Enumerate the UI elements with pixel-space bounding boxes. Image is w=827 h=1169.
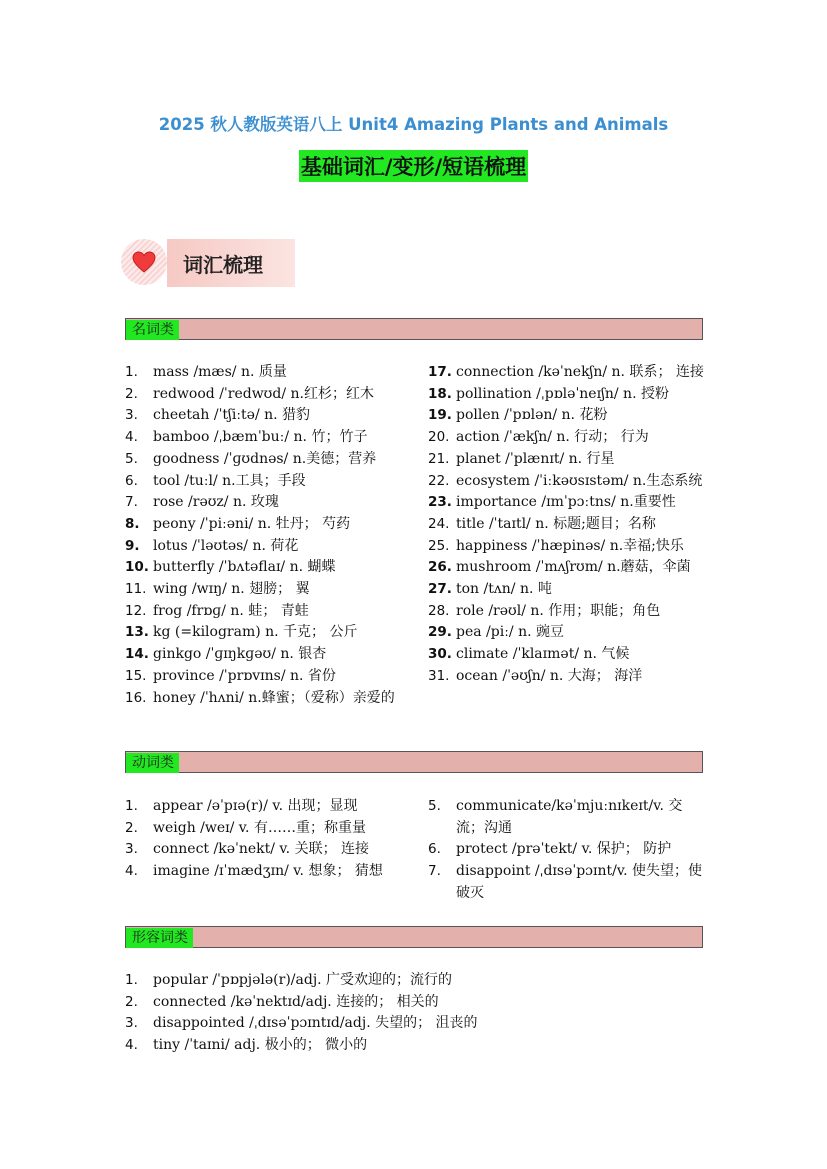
heart-icon [131, 250, 157, 274]
item-text: protect /prəˈtekt/ v. 保护； 防护 [456, 841, 672, 858]
item-text: frog /frɒɡ/ n. 蛙； 青蛙 [153, 602, 309, 619]
item-number: 9. [125, 537, 140, 554]
item-text: importance /ɪmˈpɔːtns/ n.重要性 [456, 494, 676, 511]
item-number: 25. [428, 537, 450, 554]
vocab-item [428, 601, 704, 623]
item-text: imagine /ɪˈmædʒɪn/ v. 想象； 猜想 [153, 863, 383, 880]
vocab-item [125, 384, 401, 406]
item-text: appear /əˈpɪə(r)/ v. 出现；显现 [153, 798, 358, 814]
item-text: pollination /ˌpɒləˈneɪʃn/ n. 授粉 [456, 385, 669, 402]
item-number: 2. [125, 993, 138, 1010]
item-number: 26. [428, 559, 452, 576]
item-number: 19. [428, 407, 452, 424]
vocab-item [125, 362, 401, 384]
item-number: 5. [125, 450, 138, 467]
item-number: 28. [428, 602, 450, 619]
item-number: 21. [428, 450, 450, 467]
vocab-item [125, 839, 401, 861]
vocab-item [428, 536, 704, 558]
item-number: 1. [125, 972, 138, 988]
vocab-item [125, 992, 645, 1014]
item-number: 16. [125, 689, 147, 706]
vocab-item [428, 384, 704, 406]
vocab-item [428, 861, 708, 904]
verbs-left-list [125, 796, 401, 883]
vocab-item [428, 557, 704, 579]
document-subtitle: 基础词汇/变形/短语梳理 [299, 150, 528, 182]
item-text: peony /ˈpiːəni/ n. 牡丹； 芍药 [153, 515, 351, 532]
item-text: lotus /ˈləʊtəs/ n. 荷花 [153, 537, 299, 554]
item-number: 17. [428, 364, 452, 380]
item-number: 24. [428, 515, 450, 532]
item-text: planet /ˈplænɪt/ n. 行星 [456, 450, 615, 467]
item-text: ton /tʌn/ n. 吨 [456, 581, 552, 598]
section-title: 词汇梳理 [167, 239, 295, 287]
item-text: butterfly /ˈbʌtəflaɪ/ n. 蝴蝶 [153, 559, 336, 576]
item-text: disappointed /ˌdɪsəˈpɔɪntɪd/adj. 失望的； 沮丧的 [153, 1015, 478, 1032]
vocab-item [428, 362, 704, 384]
vocab-item [125, 861, 401, 883]
item-number: 1. [125, 798, 138, 814]
item-text: honey /ˈhʌni/ n.蜂蜜；（爱称）亲爱的 [153, 689, 395, 706]
item-text: kg (=kilogram) n. 千克； 公斤 [153, 624, 358, 641]
item-number: 4. [125, 863, 138, 880]
vocab-item [125, 427, 401, 449]
item-number: 2. [125, 385, 138, 402]
item-number: 20. [428, 429, 450, 446]
vocab-item [125, 536, 401, 558]
vocab-item [428, 579, 704, 601]
item-number: 31. [428, 667, 450, 684]
vocab-item [125, 601, 401, 623]
vocab-item [125, 405, 401, 427]
vocab-item [125, 796, 401, 818]
item-text: bamboo /ˌbæmˈbuː/ n. 竹；竹子 [153, 429, 368, 446]
item-text: cheetah /ˈtʃiːtə/ n. 猎豹 [153, 407, 311, 424]
item-text: province /ˈprɒvɪns/ n. 省份 [153, 667, 336, 684]
heart-badge [121, 239, 167, 285]
item-text: action /ˈækʃn/ n. 行动； 行为 [456, 429, 649, 446]
document-title: 2025 秋人教版英语八上 Unit4 Amazing Plants and Animals [158, 115, 669, 134]
vocab-item [428, 644, 704, 666]
item-number: 2. [125, 819, 138, 836]
item-text: communicate/kəˈmjuːnɪkeɪt/v. 交流；沟通 [456, 798, 683, 836]
item-number: 15. [125, 667, 147, 684]
verbs-label: 动词类 [126, 753, 179, 773]
adjectives-bar [125, 926, 703, 948]
vocab-item [125, 492, 401, 514]
vocab-item [428, 514, 704, 536]
vocab-item [125, 1013, 645, 1035]
item-number: 7. [125, 494, 138, 511]
item-number: 29. [428, 624, 452, 641]
item-text: mushroom /ˈmʌʃrʊm/ n.蘑菇，伞菌 [456, 559, 691, 576]
adjectives-list [125, 970, 645, 1057]
item-number: 5. [428, 798, 441, 814]
item-text: tiny /ˈtaɪni/ adj. 极小的； 微小的 [153, 1037, 368, 1054]
item-number: 22. [428, 472, 450, 489]
vocab-item [125, 514, 401, 536]
item-text: title /ˈtaɪtl/ n. 标题;题目；名称 [456, 515, 656, 532]
vocab-item [428, 449, 704, 471]
item-text: goodness /ˈɡʊdnəs/ n.美德；营养 [153, 450, 377, 467]
vocab-item [125, 818, 401, 840]
item-text: wing /wɪŋ/ n. 翅膀； 翼 [153, 581, 310, 598]
vocab-item [428, 839, 708, 861]
item-text: happiness /ˈhæpinəs/ n.幸福;快乐 [456, 537, 684, 554]
item-number: 3. [125, 841, 138, 858]
item-number: 12. [125, 602, 147, 619]
item-text: climate /ˈklaɪmət/ n. 气候 [456, 646, 630, 663]
item-text: connected /kəˈnektɪd/adj. 连接的； 相关的 [153, 993, 439, 1010]
vocab-item [428, 796, 708, 839]
item-text: role /rəʊl/ n. 作用；职能；角色 [456, 602, 661, 619]
item-number: 3. [125, 407, 138, 424]
vocab-item [125, 622, 401, 644]
nouns-right-list [428, 362, 704, 688]
vocab-item [125, 557, 401, 579]
nouns-left-list [125, 362, 401, 709]
item-number: 3. [125, 1015, 138, 1032]
item-number: 8. [125, 515, 140, 532]
item-text: tool /tuːl/ n.工具；手段 [153, 472, 306, 489]
item-text: rose /rəʊz/ n. 玫瑰 [153, 494, 279, 511]
item-text: pollen /ˈpɒlən/ n. 花粉 [456, 407, 608, 424]
item-text: disappoint /ˌdɪsəˈpɔɪnt/v. 使失望；使破灭 [456, 863, 703, 901]
item-number: 7. [428, 863, 441, 880]
item-text: connect /kəˈnekt/ v. 关联； 连接 [153, 841, 370, 858]
verbs-bar [125, 751, 703, 773]
item-number: 10. [125, 559, 149, 576]
vocab-item [428, 405, 704, 427]
subtitle-wrap [0, 150, 827, 182]
item-number: 1. [125, 364, 138, 380]
item-number: 4. [125, 429, 138, 446]
vocab-item [125, 1035, 645, 1057]
vocab-item [125, 449, 401, 471]
verbs-right-list [428, 796, 708, 905]
item-number: 13. [125, 624, 149, 641]
vocab-item [428, 666, 704, 688]
adjectives-label: 形容词类 [126, 928, 193, 948]
item-text: ecosystem /ˈiːkəʊsɪstəm/ n.生态系统 [456, 472, 703, 489]
item-text: connection /kəˈnekʃn/ n. 联系； 连接 [456, 364, 704, 380]
item-text: mass /mæs/ n. 质量 [153, 364, 287, 380]
item-number: 23. [428, 494, 452, 511]
item-text: pea /piː/ n. 豌豆 [456, 624, 565, 641]
nouns-label: 名词类 [126, 320, 179, 340]
item-text: popular /ˈpɒpjələ(r)/adj. 广受欢迎的；流行的 [153, 972, 453, 988]
item-text: redwood /ˈredwʊd/ n.红杉；红木 [153, 385, 374, 402]
vocab-item [428, 427, 704, 449]
vocab-item [125, 644, 401, 666]
vocab-item [125, 666, 401, 688]
item-text: ocean /ˈəʊʃn/ n. 大海； 海洋 [456, 667, 643, 684]
item-text: weigh /weɪ/ v. 有……重；称重量 [153, 819, 366, 836]
vocab-item [125, 579, 401, 601]
item-text: ginkgo /ˈɡɪŋkɡəʊ/ n. 银杏 [153, 646, 327, 663]
item-number: 30. [428, 646, 452, 663]
item-number: 27. [428, 581, 452, 598]
item-number: 14. [125, 646, 149, 663]
item-number: 6. [125, 472, 138, 489]
vocab-item [428, 471, 704, 493]
item-number: 4. [125, 1037, 138, 1054]
item-number: 18. [428, 385, 452, 402]
vocab-item [428, 622, 704, 644]
vocab-item [428, 492, 704, 514]
nouns-bar [125, 318, 703, 340]
vocab-item [125, 471, 401, 493]
vocab-item [125, 970, 645, 992]
vocab-item [125, 688, 401, 710]
item-number: 11. [125, 581, 147, 598]
item-number: 6. [428, 841, 441, 858]
